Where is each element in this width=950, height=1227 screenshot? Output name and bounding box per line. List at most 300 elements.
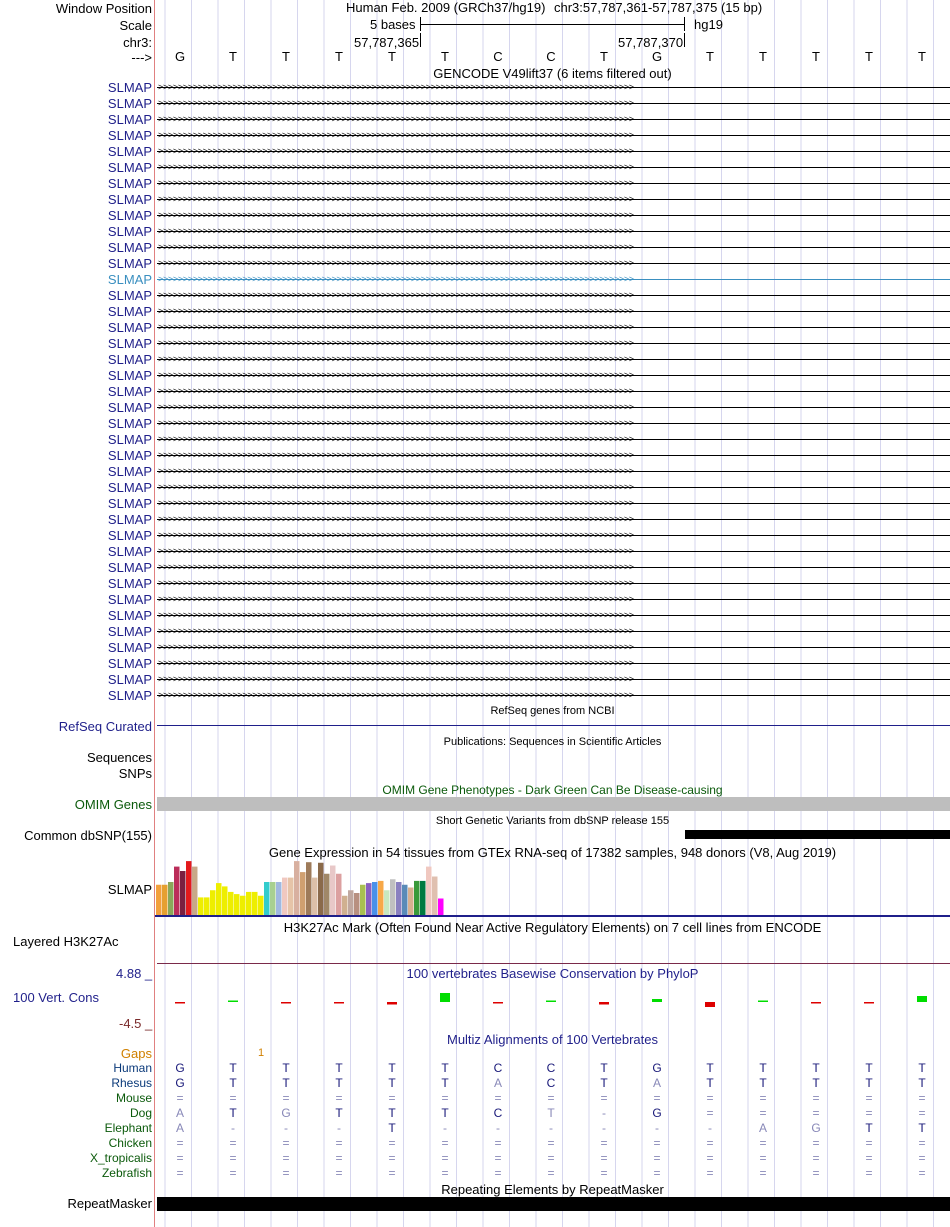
alignment-base: = bbox=[282, 1166, 290, 1180]
alignment-base: = bbox=[547, 1136, 555, 1150]
alignment-base: T bbox=[441, 1061, 449, 1075]
strand-arrows: >>>>>>>>>>>>>>>>>>>>>>>>>>>>>>>>>>>>>>>>>>>>>>>>>>>>>>>>>>>>>>>>>>>>>>>>>>>>>>>>>>>>>>>>>>>>>>>> bbox=[158, 466, 634, 476]
alignment-base: G bbox=[652, 1061, 662, 1075]
phylop-label[interactable]: 100 Vert. Cons bbox=[13, 990, 99, 1005]
alignment-base: = bbox=[918, 1166, 926, 1180]
gtex-tissue-bar bbox=[180, 871, 186, 915]
strand-arrows: >>>>>>>>>>>>>>>>>>>>>>>>>>>>>>>>>>>>>>>>>>>>>>>>>>>>>>>>>>>>>>>>>>>>>>>>>>>>>>>>>>>>>>>>>>>>>>>> bbox=[158, 562, 634, 572]
alignment-base: = bbox=[865, 1136, 873, 1150]
alignment-base: T bbox=[600, 1061, 608, 1075]
alignment-base: = bbox=[706, 1136, 714, 1150]
alignment-base: = bbox=[812, 1136, 820, 1150]
gencode-transcript-label[interactable]: SLMAP bbox=[107, 560, 152, 575]
alignment-base: T bbox=[706, 1076, 714, 1090]
alignment-base: T bbox=[335, 1106, 343, 1120]
phylop-score-bar bbox=[440, 993, 450, 1002]
strand-arrows: >>>>>>>>>>>>>>>>>>>>>>>>>>>>>>>>>>>>>>>>>>>>>>>>>>>>>>>>>>>>>>>>>>>>>>>>>>>>>>>>>>>>>>>>>>>>>>>> bbox=[158, 354, 634, 364]
alignment-base: = bbox=[759, 1106, 767, 1120]
alignment-base: = bbox=[335, 1151, 343, 1165]
gtex-tissue-bar bbox=[402, 885, 408, 915]
phylop-score-bar bbox=[334, 1002, 344, 1004]
dna-base: T bbox=[282, 49, 290, 64]
dna-base: T bbox=[706, 49, 714, 64]
dna-base: T bbox=[812, 49, 820, 64]
dna-base: G bbox=[651, 49, 663, 64]
strand-arrows: >>>>>>>>>>>>>>>>>>>>>>>>>>>>>>>>>>>>>>>>>>>>>>>>>>>>>>>>>>>>>>>>>>>>>>>>>>>>>>>>>>>>>>>>>>>>>>>> bbox=[158, 98, 634, 108]
gencode-transcript-label[interactable]: SLMAP bbox=[107, 448, 152, 463]
gtex-tissue-bar bbox=[258, 896, 264, 915]
alignment-base: - bbox=[602, 1106, 606, 1120]
alignment-base: = bbox=[441, 1091, 449, 1105]
window-position-value: chr3:57,787,361-57,787,375 (15 bp) bbox=[554, 0, 763, 15]
gaps-label: Gaps bbox=[120, 1046, 152, 1061]
alignment-base: = bbox=[865, 1151, 873, 1165]
alignment-base: T bbox=[282, 1061, 290, 1075]
alignment-base: G bbox=[652, 1106, 662, 1120]
alignment-base: T bbox=[547, 1106, 555, 1120]
alignment-base: = bbox=[600, 1136, 608, 1150]
strand-arrows: >>>>>>>>>>>>>>>>>>>>>>>>>>>>>>>>>>>>>>>>>>>>>>>>>>>>>>>>>>>>>>>>>>>>>>>>>>>>>>>>>>>>>>>>>>>>>>>> bbox=[158, 498, 634, 508]
repeatmasker-feature[interactable] bbox=[157, 1197, 950, 1211]
phylop-score-bar bbox=[811, 1002, 821, 1004]
dbsnp-title[interactable]: Short Genetic Variants from dbSNP release 155 bbox=[435, 815, 670, 827]
alignment-base: = bbox=[600, 1151, 608, 1165]
alignment-base: G bbox=[811, 1121, 821, 1135]
chrom-label: chr3: bbox=[123, 35, 152, 50]
h3k27ac-title[interactable]: H3K27Ac Mark (Often Found Near Active Regulatory Elements) on 7 cell lines from ENCODE bbox=[283, 920, 822, 935]
strand-arrows: >>>>>>>>>>>>>>>>>>>>>>>>>>>>>>>>>>>>>>>>>>>>>>>>>>>>>>>>>>>>>>>>>>>>>>>>>>>>>>>>>>>>>>>>>>>>>>>> bbox=[158, 146, 634, 156]
gencode-transcript-label[interactable]: SLMAP bbox=[107, 336, 152, 351]
strand-arrows: >>>>>>>>>>>>>>>>>>>>>>>>>>>>>>>>>>>>>>>>>>>>>>>>>>>>>>>>>>>>>>>>>>>>>>>>>>>>>>>>>>>>>>>>>>>>>>>> bbox=[158, 210, 634, 220]
alignment-base: = bbox=[494, 1091, 502, 1105]
strand-arrows: >>>>>>>>>>>>>>>>>>>>>>>>>>>>>>>>>>>>>>>>>>>>>>>>>>>>>>>>>>>>>>>>>>>>>>>>>>>>>>>>>>>>>>>>>>>>>>>> bbox=[158, 610, 634, 620]
alignment-base: A bbox=[175, 1106, 184, 1120]
gencode-transcript-label[interactable]: SLMAP bbox=[107, 464, 152, 479]
gtex-tissue-bar bbox=[366, 883, 372, 915]
strand-arrows: >>>>>>>>>>>>>>>>>>>>>>>>>>>>>>>>>>>>>>>>>>>>>>>>>>>>>>>>>>>>>>>>>>>>>>>>>>>>>>>>>>>>>>>>>>>>>>>> bbox=[158, 642, 634, 652]
alignment-base: T bbox=[388, 1121, 396, 1135]
strand-arrows: >>>>>>>>>>>>>>>>>>>>>>>>>>>>>>>>>>>>>>>>>>>>>>>>>>>>>>>>>>>>>>>>>>>>>>>>>>>>>>>>>>>>>>>>>>>>>>>> bbox=[158, 402, 634, 412]
alignment-base: T bbox=[812, 1061, 820, 1075]
gtex-tissue-bar bbox=[372, 882, 378, 915]
gtex-tissue-bar bbox=[198, 897, 204, 915]
alignment-base: C bbox=[546, 1061, 556, 1075]
strand-arrows: >>>>>>>>>>>>>>>>>>>>>>>>>>>>>>>>>>>>>>>>>>>>>>>>>>>>>>>>>>>>>>>>>>>>>>>>>>>>>>>>>>>>>>>>>>>>>>>> bbox=[158, 434, 634, 444]
alignment-base: T bbox=[441, 1076, 449, 1090]
alignment-base: = bbox=[441, 1136, 449, 1150]
gencode-transcript-label[interactable]: SLMAP bbox=[107, 512, 152, 527]
alignment-base: = bbox=[600, 1091, 608, 1105]
alignment-base: = bbox=[494, 1166, 502, 1180]
alignment-base: = bbox=[706, 1106, 714, 1120]
gencode-transcript-label[interactable]: SLMAP bbox=[107, 176, 152, 191]
refseq-title[interactable]: RefSeq genes from NCBI bbox=[490, 705, 615, 717]
gencode-transcript-label[interactable]: SLMAP bbox=[107, 272, 152, 287]
alignment-base: = bbox=[229, 1166, 237, 1180]
gencode-transcript-label[interactable]: SLMAP bbox=[107, 400, 152, 415]
alignment-base: T bbox=[918, 1121, 926, 1135]
alignment-base: = bbox=[918, 1091, 926, 1105]
gtex-tissue-bar bbox=[336, 874, 342, 915]
dna-base: T bbox=[600, 49, 608, 64]
gtex-tissue-bar bbox=[324, 874, 330, 915]
scale-bar bbox=[420, 17, 685, 31]
species-label[interactable]: Mouse bbox=[115, 1091, 152, 1105]
phylop-score-bar bbox=[175, 1002, 185, 1004]
alignment-base: = bbox=[441, 1151, 449, 1165]
gtex-tissue-bar bbox=[282, 878, 288, 915]
gtex-tissue-bar bbox=[348, 890, 354, 915]
dna-base: G bbox=[174, 49, 186, 64]
strand-arrows: >>>>>>>>>>>>>>>>>>>>>>>>>>>>>>>>>>>>>>>>>>>>>>>>>>>>>>>>>>>>>>>>>>>>>>>>>>>>>>>>>>>>>>>>>>>>>>>> bbox=[158, 386, 634, 396]
alignment-base: = bbox=[494, 1151, 502, 1165]
phylop-score-bar bbox=[387, 1002, 397, 1005]
strand-arrows: >>>>>>>>>>>>>>>>>>>>>>>>>>>>>>>>>>>>>>>>>>>>>>>>>>>>>>>>>>>>>>>>>>>>>>>>>>>>>>>>>>>>>>>>>>>>>>>> bbox=[158, 290, 634, 300]
alignment-base: T bbox=[865, 1061, 873, 1075]
alignment-base: = bbox=[653, 1091, 661, 1105]
gtex-bar-chart[interactable] bbox=[155, 860, 950, 917]
gaps-value: 1 bbox=[258, 1047, 265, 1059]
phylop-max: 4.88 _ bbox=[116, 966, 153, 981]
alignment-base: T bbox=[335, 1076, 343, 1090]
gtex-tissue-bar bbox=[162, 885, 168, 915]
gencode-transcript-label[interactable]: SLMAP bbox=[107, 528, 152, 543]
phylop-score-bar bbox=[864, 1002, 874, 1004]
alignment-base: - bbox=[284, 1121, 288, 1135]
species-label[interactable]: Rhesus bbox=[111, 1076, 152, 1090]
alignment-base: = bbox=[282, 1136, 290, 1150]
strand-arrows: >>>>>>>>>>>>>>>>>>>>>>>>>>>>>>>>>>>>>>>>>>>>>>>>>>>>>>>>>>>>>>>>>>>>>>>>>>>>>>>>>>>>>>>>>>>>>>>> bbox=[158, 690, 634, 700]
alignment-base: = bbox=[653, 1136, 661, 1150]
dbsnp-label[interactable]: Common dbSNP(155) bbox=[24, 828, 152, 843]
gtex-tissue-bar bbox=[276, 882, 282, 915]
gencode-transcript-label[interactable]: SLMAP bbox=[107, 320, 152, 335]
strand-arrows: >>>>>>>>>>>>>>>>>>>>>>>>>>>>>>>>>>>>>>>>>>>>>>>>>>>>>>>>>>>>>>>>>>>>>>>>>>>>>>>>>>>>>>>>>>>>>>>> bbox=[158, 114, 634, 124]
gtex-tissue-bar bbox=[384, 890, 390, 915]
alignment-base: = bbox=[229, 1151, 237, 1165]
alignment-base: T bbox=[229, 1061, 237, 1075]
gtex-tissue-bar bbox=[156, 885, 162, 915]
alignment-base: = bbox=[812, 1151, 820, 1165]
alignment-base: = bbox=[706, 1166, 714, 1180]
strand-arrows: >>>>>>>>>>>>>>>>>>>>>>>>>>>>>>>>>>>>>>>>>>>>>>>>>>>>>>>>>>>>>>>>>>>>>>>>>>>>>>>>>>>>>>>>>>>>>>>> bbox=[158, 242, 634, 252]
alignment-base: - bbox=[549, 1121, 553, 1135]
phylop-score-bar bbox=[917, 996, 927, 1002]
strand-arrows: >>>>>>>>>>>>>>>>>>>>>>>>>>>>>>>>>>>>>>>>>>>>>>>>>>>>>>>>>>>>>>>>>>>>>>>>>>>>>>>>>>>>>>>>>>>>>>>> bbox=[158, 626, 634, 636]
alignment-base: T bbox=[759, 1061, 767, 1075]
phylop-score-bar bbox=[652, 999, 662, 1002]
window-position-label: Window Position bbox=[55, 1, 152, 16]
alignment-base: - bbox=[443, 1121, 447, 1135]
gencode-transcript-label[interactable]: SLMAP bbox=[107, 112, 152, 127]
alignment-base: T bbox=[388, 1061, 396, 1075]
alignment-base: - bbox=[708, 1121, 712, 1135]
alignment-base: C bbox=[546, 1076, 556, 1090]
gencode-transcript-label[interactable]: SLMAP bbox=[107, 384, 152, 399]
gtex-tissue-bar bbox=[234, 894, 240, 915]
gtex-tissue-bar bbox=[408, 888, 414, 916]
alignment-base: = bbox=[176, 1091, 184, 1105]
gtex-tissue-bar bbox=[294, 861, 300, 915]
strand-arrows: >>>>>>>>>>>>>>>>>>>>>>>>>>>>>>>>>>>>>>>>>>>>>>>>>>>>>>>>>>>>>>>>>>>>>>>>>>>>>>>>>>>>>>>>>>>>>>>> bbox=[158, 178, 634, 188]
gencode-transcript-label[interactable]: SLMAP bbox=[107, 128, 152, 143]
gtex-tissue-bar bbox=[318, 863, 324, 915]
omim-label[interactable]: OMIM Genes bbox=[74, 797, 152, 812]
gencode-transcript-label[interactable]: SLMAP bbox=[107, 240, 152, 255]
gtex-tissue-bar bbox=[390, 879, 396, 915]
species-label[interactable]: Human bbox=[113, 1061, 152, 1075]
gencode-transcript-label[interactable]: SLMAP bbox=[107, 592, 152, 607]
gencode-transcript-label[interactable]: SLMAP bbox=[107, 208, 152, 223]
dna-base: C bbox=[493, 49, 503, 64]
gtex-tissue-bar bbox=[414, 881, 420, 915]
gencode-transcript-label[interactable]: SLMAP bbox=[107, 432, 152, 447]
gtex-tissue-bar bbox=[426, 867, 432, 915]
gencode-transcript-label[interactable]: SLMAP bbox=[107, 416, 152, 431]
gtex-tissue-bar bbox=[204, 897, 210, 915]
alignment-base: = bbox=[176, 1136, 184, 1150]
alignment-base: = bbox=[706, 1151, 714, 1165]
alignment-base: A bbox=[758, 1121, 767, 1135]
alignment-base: G bbox=[175, 1061, 185, 1075]
alignment-base: C bbox=[493, 1061, 503, 1075]
gencode-transcript-label[interactable]: SLMAP bbox=[107, 304, 152, 319]
gencode-transcript-label[interactable]: SLMAP bbox=[107, 192, 152, 207]
gtex-tissue-bar bbox=[288, 878, 294, 915]
alignment-base: G bbox=[281, 1106, 291, 1120]
gtex-tissue-bar bbox=[222, 886, 228, 915]
alignment-base: = bbox=[759, 1151, 767, 1165]
gtex-tissue-bar bbox=[360, 885, 366, 915]
refseq-label[interactable]: RefSeq Curated bbox=[58, 719, 152, 734]
gtex-tissue-bar bbox=[174, 867, 180, 915]
alignment-base: - bbox=[496, 1121, 500, 1135]
phylop-min: -4.5 _ bbox=[119, 1016, 153, 1031]
alignment-base: = bbox=[600, 1166, 608, 1180]
publications-snps-label[interactable]: SNPs bbox=[118, 766, 152, 781]
strand-arrows: >>>>>>>>>>>>>>>>>>>>>>>>>>>>>>>>>>>>>>>>>>>>>>>>>>>>>>>>>>>>>>>>>>>>>>>>>>>>>>>>>>>>>>>>>>>>>>>> bbox=[158, 578, 634, 588]
strand-arrows: >>>>>>>>>>>>>>>>>>>>>>>>>>>>>>>>>>>>>>>>>>>>>>>>>>>>>>>>>>>>>>>>>>>>>>>>>>>>>>>>>>>>>>>>>>>>>>>> bbox=[158, 482, 634, 492]
alignment-base: A bbox=[175, 1121, 184, 1135]
strand-arrows: >>>>>>>>>>>>>>>>>>>>>>>>>>>>>>>>>>>>>>>>>>>>>>>>>>>>>>>>>>>>>>>>>>>>>>>>>>>>>>>>>>>>>>>>>>>>>>>> bbox=[158, 322, 634, 332]
alignment-base: = bbox=[282, 1151, 290, 1165]
omim-feature-bar[interactable] bbox=[157, 797, 950, 811]
phylop-score-bar bbox=[228, 1001, 238, 1003]
strand-arrows: >>>>>>>>>>>>>>>>>>>>>>>>>>>>>>>>>>>>>>>>>>>>>>>>>>>>>>>>>>>>>>>>>>>>>>>>>>>>>>>>>>>>>>>>>>>>>>>> bbox=[158, 130, 634, 140]
alignment-base: = bbox=[812, 1106, 820, 1120]
h3k27ac-baseline bbox=[157, 963, 950, 964]
gtex-tissue-bar bbox=[240, 896, 246, 915]
alignment-base: - bbox=[602, 1121, 606, 1135]
strand-arrows: >>>>>>>>>>>>>>>>>>>>>>>>>>>>>>>>>>>>>>>>>>>>>>>>>>>>>>>>>>>>>>>>>>>>>>>>>>>>>>>>>>>>>>>>>>>>>>>> bbox=[158, 450, 634, 460]
alignment-base: T bbox=[388, 1106, 396, 1120]
scale-db: hg19 bbox=[694, 17, 723, 32]
alignment-base: = bbox=[335, 1136, 343, 1150]
alignment-base: T bbox=[812, 1076, 820, 1090]
alignment-base: = bbox=[865, 1091, 873, 1105]
gencode-transcript-label[interactable]: SLMAP bbox=[107, 256, 152, 271]
strand-arrows: >>>>>>>>>>>>>>>>>>>>>>>>>>>>>>>>>>>>>>>>>>>>>>>>>>>>>>>>>>>>>>>>>>>>>>>>>>>>>>>>>>>>>>>>>>>>>>>> bbox=[158, 274, 634, 284]
strand-arrows: >>>>>>>>>>>>>>>>>>>>>>>>>>>>>>>>>>>>>>>>>>>>>>>>>>>>>>>>>>>>>>>>>>>>>>>>>>>>>>>>>>>>>>>>>>>>>>>> bbox=[158, 418, 634, 428]
multiz-title[interactable]: Multiz Alignments of 100 Vertebrates bbox=[446, 1032, 658, 1047]
publications-title[interactable]: Publications: Sequences in Scientific Articles bbox=[443, 736, 662, 748]
alignment-base: = bbox=[759, 1091, 767, 1105]
alignment-base: = bbox=[653, 1151, 661, 1165]
alignment-base: = bbox=[388, 1151, 396, 1165]
phylop-score-bar bbox=[705, 1002, 715, 1007]
alignment-base: T bbox=[865, 1076, 873, 1090]
alignment-base: T bbox=[335, 1061, 343, 1075]
refseq-feature[interactable] bbox=[157, 725, 950, 726]
gencode-transcript-label[interactable]: SLMAP bbox=[107, 624, 152, 639]
alignment-base: = bbox=[388, 1091, 396, 1105]
alignment-base: = bbox=[335, 1166, 343, 1180]
coord-left: 57,787,365 bbox=[354, 35, 420, 50]
alignment-base: = bbox=[388, 1136, 396, 1150]
h3k27ac-label[interactable]: Layered H3K27Ac bbox=[13, 934, 119, 949]
dna-base: T bbox=[865, 49, 873, 64]
gtex-tissue-bar bbox=[168, 882, 174, 915]
gencode-transcript-label[interactable]: SLMAP bbox=[107, 96, 152, 111]
alignment-base: T bbox=[759, 1076, 767, 1090]
gtex-tissue-bar bbox=[216, 883, 222, 915]
alignment-base: T bbox=[600, 1076, 608, 1090]
gtex-title[interactable]: Gene Expression in 54 tissues from GTEx RNA-seq of 17382 samples, 948 donors (V8, Aug 2019) bbox=[268, 845, 837, 860]
alignment-base: = bbox=[759, 1136, 767, 1150]
repeatmasker-label[interactable]: RepeatMasker bbox=[67, 1196, 152, 1211]
species-label[interactable]: X_tropicalis bbox=[89, 1151, 152, 1165]
strand-arrows: >>>>>>>>>>>>>>>>>>>>>>>>>>>>>>>>>>>>>>>>>>>>>>>>>>>>>>>>>>>>>>>>>>>>>>>>>>>>>>>>>>>>>>>>>>>>>>>> bbox=[158, 530, 634, 540]
phylop-score-bar bbox=[599, 1002, 609, 1005]
alignment-base: - bbox=[655, 1121, 659, 1135]
alignment-base: - bbox=[337, 1121, 341, 1135]
phylop-score-bar bbox=[546, 1001, 556, 1003]
alignment-base: = bbox=[335, 1091, 343, 1105]
gencode-transcript-label[interactable]: SLMAP bbox=[107, 608, 152, 623]
gtex-tissue-bar bbox=[354, 893, 360, 915]
alignment-base: = bbox=[176, 1151, 184, 1165]
alignment-base: = bbox=[229, 1136, 237, 1150]
gencode-transcript-label[interactable]: SLMAP bbox=[107, 656, 152, 671]
gtex-tissue-bar bbox=[186, 861, 192, 915]
alignment-base: = bbox=[547, 1091, 555, 1105]
gtex-tissue-bar bbox=[210, 890, 216, 915]
alignment-base: = bbox=[494, 1136, 502, 1150]
gtex-tissue-bar bbox=[432, 877, 438, 916]
strand-arrows: >>>>>>>>>>>>>>>>>>>>>>>>>>>>>>>>>>>>>>>>>>>>>>>>>>>>>>>>>>>>>>>>>>>>>>>>>>>>>>>>>>>>>>>>>>>>>>>> bbox=[158, 658, 634, 668]
coord-right: 57,787,370 bbox=[618, 35, 684, 50]
phylop-score-bar bbox=[758, 1001, 768, 1003]
omim-title[interactable]: OMIM Gene Phenotypes - Dark Green Can Be Disease-causing bbox=[382, 783, 723, 797]
gencode-transcript-label[interactable]: SLMAP bbox=[107, 368, 152, 383]
phylop-score-bar bbox=[493, 1002, 503, 1004]
alignment-base: T bbox=[388, 1076, 396, 1090]
assembly-title: Human Feb. 2009 (GRCh37/hg19) bbox=[346, 0, 546, 15]
alignment-base: = bbox=[812, 1166, 820, 1180]
species-label[interactable]: Chicken bbox=[108, 1136, 152, 1150]
gencode-transcript-label[interactable]: SLMAP bbox=[107, 544, 152, 559]
alignment-base: = bbox=[176, 1166, 184, 1180]
gtex-tissue-bar bbox=[252, 892, 258, 915]
gtex-tissue-bar bbox=[330, 866, 336, 916]
alignment-base: T bbox=[229, 1076, 237, 1090]
species-label[interactable]: Elephant bbox=[104, 1121, 152, 1135]
gencode-transcript-label[interactable]: SLMAP bbox=[107, 352, 152, 367]
gtex-tissue-bar bbox=[420, 881, 426, 915]
scale-bases: 5 bases bbox=[370, 17, 416, 32]
gencode-transcript-label[interactable]: SLMAP bbox=[107, 640, 152, 655]
gtex-tissue-bar bbox=[312, 878, 318, 915]
coord-left-tick bbox=[420, 33, 421, 47]
alignment-base: = bbox=[812, 1091, 820, 1105]
strand-arrows: >>>>>>>>>>>>>>>>>>>>>>>>>>>>>>>>>>>>>>>>>>>>>>>>>>>>>>>>>>>>>>>>>>>>>>>>>>>>>>>>>>>>>>>>>>>>>>>> bbox=[158, 594, 634, 604]
gencode-transcript-label[interactable]: SLMAP bbox=[107, 688, 152, 703]
alignment-base: T bbox=[918, 1061, 926, 1075]
dna-base: T bbox=[335, 49, 343, 64]
gencode-transcript-label[interactable]: SLMAP bbox=[107, 80, 152, 95]
gencode-transcript-label[interactable]: SLMAP bbox=[107, 576, 152, 591]
alignment-base: = bbox=[918, 1136, 926, 1150]
species-label[interactable]: Zebrafish bbox=[101, 1166, 152, 1180]
strand-arrows: >>>>>>>>>>>>>>>>>>>>>>>>>>>>>>>>>>>>>>>>>>>>>>>>>>>>>>>>>>>>>>>>>>>>>>>>>>>>>>>>>>>>>>>>>>>>>>>> bbox=[158, 674, 634, 684]
gencode-transcript-label[interactable]: SLMAP bbox=[107, 672, 152, 687]
gencode-transcript-label[interactable]: SLMAP bbox=[107, 496, 152, 511]
phylop-track[interactable] bbox=[155, 982, 950, 1022]
gencode-transcript-label[interactable]: SLMAP bbox=[107, 144, 152, 159]
gencode-transcript-label[interactable]: SLMAP bbox=[107, 288, 152, 303]
strand-arrows: >>>>>>>>>>>>>>>>>>>>>>>>>>>>>>>>>>>>>>>>>>>>>>>>>>>>>>>>>>>>>>>>>>>>>>>>>>>>>>>>>>>>>>>>>>>>>>>> bbox=[158, 226, 634, 236]
alignment-base: = bbox=[918, 1106, 926, 1120]
alignment-base: = bbox=[706, 1091, 714, 1105]
strand-arrows: >>>>>>>>>>>>>>>>>>>>>>>>>>>>>>>>>>>>>>>>>>>>>>>>>>>>>>>>>>>>>>>>>>>>>>>>>>>>>>>>>>>>>>>>>>>>>>>> bbox=[158, 338, 634, 348]
repeatmasker-title[interactable]: Repeating Elements by RepeatMasker bbox=[441, 1182, 664, 1197]
species-label[interactable]: Dog bbox=[129, 1106, 152, 1120]
strand-arrows: >>>>>>>>>>>>>>>>>>>>>>>>>>>>>>>>>>>>>>>>>>>>>>>>>>>>>>>>>>>>>>>>>>>>>>>>>>>>>>>>>>>>>>>>>>>>>>>> bbox=[158, 306, 634, 316]
gtex-tissue-bar bbox=[306, 862, 312, 915]
gencode-transcript-label[interactable]: SLMAP bbox=[107, 224, 152, 239]
alignment-base: = bbox=[441, 1166, 449, 1180]
phylop-title[interactable]: 100 vertebrates Basewise Conservation by PhyloP bbox=[406, 966, 699, 981]
alignment-base: T bbox=[918, 1076, 926, 1090]
dbsnp-feature[interactable] bbox=[685, 830, 950, 839]
dna-base: T bbox=[918, 49, 926, 64]
alignment-base: A bbox=[652, 1076, 661, 1090]
dna-base: T bbox=[441, 49, 449, 64]
coord-right-tick bbox=[684, 33, 685, 47]
alignment-base: = bbox=[547, 1166, 555, 1180]
gtex-tissue-bar bbox=[300, 872, 306, 915]
publications-sequences-label[interactable]: Sequences bbox=[86, 750, 152, 765]
alignment-base: A bbox=[493, 1076, 502, 1090]
gencode-title[interactable]: GENCODE V49lift37 (6 items filtered out) bbox=[433, 66, 672, 81]
dna-base: T bbox=[759, 49, 767, 64]
alignment-base: = bbox=[653, 1166, 661, 1180]
alignment-base: = bbox=[865, 1106, 873, 1120]
gencode-transcript-label[interactable]: SLMAP bbox=[107, 480, 152, 495]
alignment-base: G bbox=[175, 1076, 185, 1090]
dna-base: T bbox=[388, 49, 396, 64]
dna-base: T bbox=[229, 49, 237, 64]
gtex-label[interactable]: SLMAP bbox=[107, 882, 152, 897]
gtex-tissue-bar bbox=[264, 882, 270, 915]
alignment-base: C bbox=[493, 1106, 503, 1120]
alignment-base: - bbox=[231, 1121, 235, 1135]
scale-label: Scale bbox=[119, 18, 152, 33]
gencode-transcript-label[interactable]: SLMAP bbox=[107, 160, 152, 175]
strand-label: ---> bbox=[131, 50, 152, 65]
strand-arrows: >>>>>>>>>>>>>>>>>>>>>>>>>>>>>>>>>>>>>>>>>>>>>>>>>>>>>>>>>>>>>>>>>>>>>>>>>>>>>>>>>>>>>>>>>>>>>>>> bbox=[158, 82, 634, 92]
gtex-tissue-bar bbox=[228, 892, 234, 915]
